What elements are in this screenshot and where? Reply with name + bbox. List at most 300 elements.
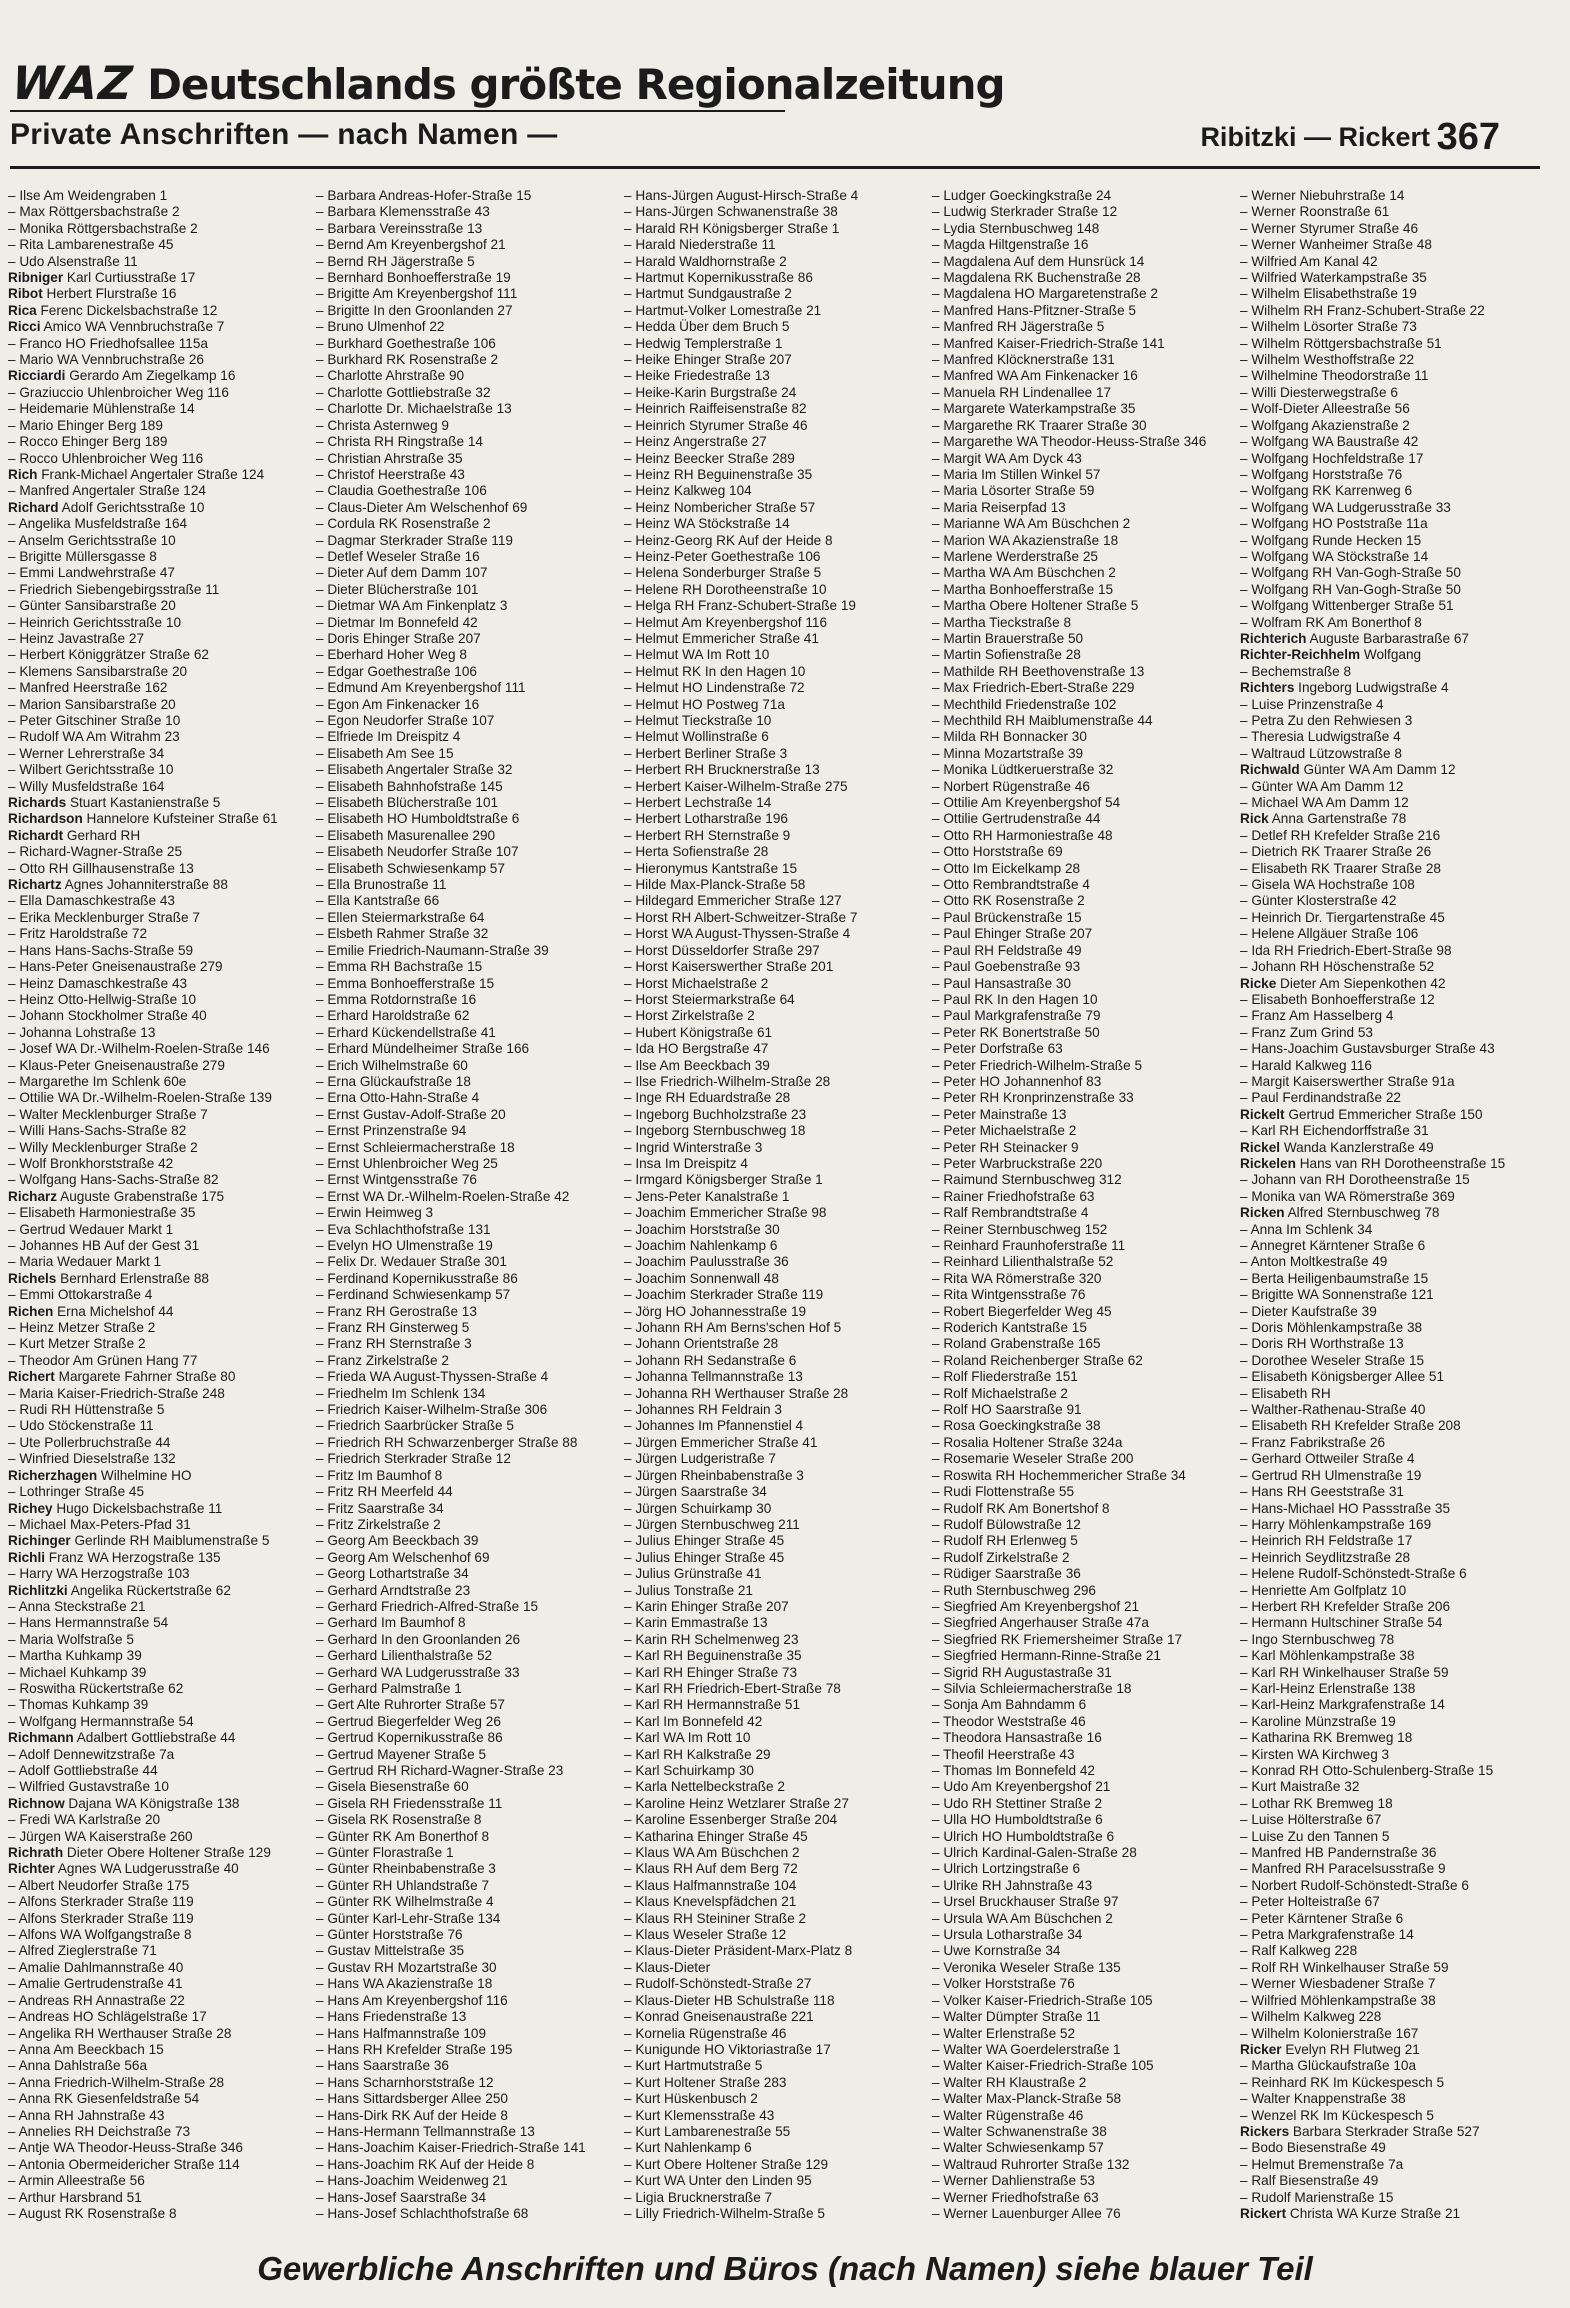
list-item: – Theofil Heerstraße 43 (932, 1747, 1232, 1763)
list-item: – Ulla HO Humboldtstraße 6 (932, 1812, 1232, 1828)
list-item: – Antje WA Theodor-Heuss-Straße 346 (8, 2140, 308, 2156)
entry-text: Auguste Grabenstraße 175 (57, 1188, 225, 1204)
list-item: – Otto RK Rosenstraße 2 (932, 893, 1232, 909)
list-item: – Gerhard Im Baumhof 8 (316, 1615, 616, 1631)
surname: Richey (8, 1500, 53, 1516)
list-item: – Erna Otto-Hahn-Straße 4 (316, 1090, 616, 1106)
list-item: – Willy Mecklenburger Straße 2 (8, 1140, 308, 1156)
list-item: – Erika Mecklenburger Straße 7 (8, 910, 308, 926)
list-item: – Ottilie Gertrudenstraße 44 (932, 811, 1232, 827)
list-item: – Kurt Metzer Straße 2 (8, 1336, 308, 1352)
list-item: – Elisabeth RH Krefelder Straße 208 (1240, 1418, 1540, 1434)
list-item: – Ursel Bruckhauser Straße 97 (932, 1894, 1232, 1910)
list-item: – Rosalia Holtener Straße 324a (932, 1435, 1232, 1451)
masthead-rule (10, 110, 785, 112)
list-item: – Roswitha Rückertstraße 62 (8, 1681, 308, 1697)
list-item: – Johann van RH Dorotheenstraße 15 (1240, 1172, 1540, 1188)
list-item: – Doris RH Worthstraße 13 (1240, 1336, 1540, 1352)
list-item: – Richard-Wagner-Straße 25 (8, 844, 308, 860)
list-item: – Amalie Dahlmannstraße 40 (8, 1960, 308, 1976)
list-item: – Wolfgang Wittenberger Straße 51 (1240, 598, 1540, 614)
list-item: – Dietmar Im Bonnefeld 42 (316, 615, 616, 631)
list-item: – Hans-Dirk RK Auf der Heide 8 (316, 2108, 616, 2124)
list-item: – Ernst Wintgensstraße 76 (316, 1172, 616, 1188)
surname: Richardson (8, 811, 83, 827)
list-item: – Ludger Goeckingkstraße 24 (932, 188, 1232, 204)
entry-text: Amico WA Vennbruchstraße 7 (40, 319, 225, 335)
list-item: – Hilde Max-Planck-Straße 58 (624, 877, 924, 893)
list-item: – Ursula WA Am Büschchen 2 (932, 1911, 1232, 1927)
list-item: – Ute Pollerbruchstraße 44 (8, 1435, 308, 1451)
entry-text: Anna Gartenstraße 78 (1268, 811, 1407, 827)
surname-entry (1240, 631, 1540, 647)
list-item: – Rosa Goeckingkstraße 38 (932, 1418, 1232, 1434)
list-item: – Martha Tieckstraße 8 (932, 615, 1232, 631)
list-item: – Elisabeth Bonhoefferstraße 12 (1240, 992, 1540, 1008)
list-item: – Rudi Flottenstraße 55 (932, 1484, 1232, 1500)
list-item: – Roderich Kantstraße 15 (932, 1320, 1232, 1336)
list-item: – Antonia Obermeidericher Straße 114 (8, 2157, 308, 2173)
list-item: – Armin Alleestraße 56 (8, 2173, 308, 2189)
list-item: – Evelyn HO Ulmenstraße 19 (316, 1238, 616, 1254)
list-item: – Kurt Nahlenkamp 6 (624, 2140, 924, 2156)
entry-text: Wolfgang (1360, 647, 1422, 663)
list-item: – Magda Hiltgenstraße 16 (932, 237, 1232, 253)
surname: Ricken (1240, 1205, 1285, 1221)
list-item: – Karl RH Ehinger Straße 73 (624, 1665, 924, 1681)
list-item: – Ernst Uhlenbroicher Weg 25 (316, 1156, 616, 1172)
surname: Richnow (8, 1795, 65, 1811)
list-item: – Emmi Landwehrstraße 47 (8, 565, 308, 581)
list-item: – Elisabeth Am See 15 (316, 746, 616, 762)
list-item: – Rudolf RK Am Bonertshof 8 (932, 1501, 1232, 1517)
list-item: – Elisabeth Neudorfer Straße 107 (316, 844, 616, 860)
list-item: – Albert Neudorfer Straße 175 (8, 1878, 308, 1894)
list-item: – Manfred RH Jägerstraße 5 (932, 319, 1232, 335)
surname: Ricke (1240, 975, 1277, 991)
list-item: – Helmut HO Postweg 71a (624, 697, 924, 713)
list-item: – Otto Rembrandtstraße 4 (932, 877, 1232, 893)
surname-entry (8, 811, 308, 827)
list-item: – Katharina RK Bremweg 18 (1240, 1730, 1540, 1746)
list-item: – Charlotte Gottliebstraße 32 (316, 385, 616, 401)
list-item: – Udo Alsenstraße 11 (8, 254, 308, 270)
surname-entry (8, 1861, 308, 1877)
surname: Rickert (1240, 2205, 1287, 2221)
entry-text: Franz WA Herzogstraße 135 (45, 1549, 221, 1565)
list-item: – Günter Florastraße 1 (316, 1845, 616, 1861)
list-item: – Rocco Uhlenbroicher Weg 116 (8, 451, 308, 467)
list-item: – Elisabeth RK Traarer Straße 28 (1240, 861, 1540, 877)
list-item: – Peter Michaelstraße 2 (932, 1123, 1232, 1139)
list-item: – Gertrud Biegerfelder Weg 26 (316, 1714, 616, 1730)
surname-entry (1240, 2042, 1540, 2058)
list-item: – Peter Kärntener Straße 6 (1240, 1911, 1540, 1927)
surname-entry (8, 467, 308, 483)
list-item: – Gerhard Ottweiler Straße 4 (1240, 1451, 1540, 1467)
surname: Richwald (1240, 762, 1300, 778)
list-item: – Hans Friedenstraße 13 (316, 2009, 616, 2025)
list-item: – Fritz Saarstraße 34 (316, 1501, 616, 1517)
list-item: – Georg Am Beeckbach 39 (316, 1533, 616, 1549)
list-item: – Kornelia Rügenstraße 46 (624, 2026, 924, 2042)
list-item: – Otto RH Gillhausenstraße 13 (8, 861, 308, 877)
list-item: – Hans Hans-Sachs-Straße 59 (8, 943, 308, 959)
surname-entry (1240, 1205, 1540, 1221)
list-item: – Joachim Emmericher Straße 98 (624, 1205, 924, 1221)
surname: Richardt (8, 827, 64, 843)
list-item: – Gerhard Palmstraße 1 (316, 1681, 616, 1697)
list-item: – Heinrich Raiffeisenstraße 82 (624, 401, 924, 417)
list-item: – Thomas Im Bonnefeld 42 (932, 1763, 1232, 1779)
surname: Rica (8, 302, 37, 318)
list-item: – Petra Markgrafenstraße 14 (1240, 1927, 1540, 1943)
surname-entry (1240, 1107, 1540, 1123)
surname: Ricker (1240, 2041, 1282, 2057)
list-item: – Rocco Ehinger Berg 189 (8, 434, 308, 450)
surname-entry (8, 1796, 308, 1812)
entry-text: Karl Curtiusstraße 17 (63, 270, 196, 286)
list-item: – Franz Fabrikstraße 26 (1240, 1435, 1540, 1451)
list-item: – Burkhard RK Rosenstraße 2 (316, 352, 616, 368)
list-item: – Hartmut Kopernikusstraße 86 (624, 270, 924, 286)
list-item: – Ferdinand Kopernikusstraße 86 (316, 1271, 616, 1287)
list-item: – Paul RH Feldstraße 49 (932, 943, 1232, 959)
list-item: – Ida RH Friedrich-Ebert-Straße 98 (1240, 943, 1540, 959)
list-item: – Wolfgang RK Karrenweg 6 (1240, 483, 1540, 499)
surname-entry (8, 319, 308, 335)
list-item: – Thomas Kuhkamp 39 (8, 1697, 308, 1713)
surname-entry (1240, 647, 1540, 663)
list-item: – Ella Damaschkestraße 43 (8, 893, 308, 909)
list-item: – Luise Prinzenstraße 4 (1240, 697, 1540, 713)
surname: Richterich (1240, 630, 1307, 646)
list-item: – Peter RH Steinacker 9 (932, 1140, 1232, 1156)
surname: Richert (8, 1369, 55, 1385)
list-item: – Wilfried Waterkampstraße 35 (1240, 270, 1540, 286)
list-item: – Peter Gitschiner Straße 10 (8, 713, 308, 729)
list-item: – Brigitte WA Sonnenstraße 121 (1240, 1287, 1540, 1303)
list-item: – Karl WA Im Rott 10 (624, 1730, 924, 1746)
surname: Rick (1240, 811, 1269, 827)
list-item: – Gisela Biesenstraße 60 (316, 1779, 616, 1795)
surname: Rickers (1240, 2123, 1290, 2139)
list-item: – Ernst Prinzenstraße 94 (316, 1123, 616, 1139)
list-item: – Jürgen Saarstraße 34 (624, 1484, 924, 1500)
list-item: – Rosemarie Weseler Straße 200 (932, 1451, 1232, 1467)
surname: Richter (8, 1861, 55, 1877)
list-item: – Erhard Mündelheimer Straße 166 (316, 1041, 616, 1057)
list-item: – Jürgen Ludgeristraße 7 (624, 1451, 924, 1467)
list-item: – Peter Mainstraße 13 (932, 1107, 1232, 1123)
page-number: 367 (1436, 116, 1500, 158)
list-item: – Heinz Javastraße 27 (8, 631, 308, 647)
list-item: – Harald Kalkweg 116 (1240, 1058, 1540, 1074)
list-item: – Heinz Angerstraße 27 (624, 434, 924, 450)
list-item: – Kurt Hartmutstraße 5 (624, 2058, 924, 2074)
list-item: – Claus-Dieter Am Welschenhof 69 (316, 500, 616, 516)
list-item: – Helga RH Franz-Schubert-Straße 19 (624, 598, 924, 614)
list-item: – Dorothee Weseler Straße 15 (1240, 1353, 1540, 1369)
list-item: – Willi Diesterwegstraße 6 (1240, 385, 1540, 401)
list-item: – Klaus Weseler Straße 12 (624, 1927, 924, 1943)
list-item: – Ilse Friedrich-Wilhelm-Straße 28 (624, 1074, 924, 1090)
list-item: – Walter Rügenstraße 46 (932, 2108, 1232, 2124)
list-item: – Jörg HO Johannesstraße 19 (624, 1304, 924, 1320)
list-item: – Gertrud Wedauer Markt 1 (8, 1222, 308, 1238)
list-item: – Klaus WA Am Büschchen 2 (624, 1845, 924, 1861)
list-item: – Amalie Gertrudenstraße 41 (8, 1976, 308, 1992)
surname: Richters (1240, 680, 1295, 696)
surname-entry (8, 1189, 308, 1205)
list-item: – Walter Erlenstraße 52 (932, 2026, 1232, 2042)
list-item: – Rudolf-Schönstedt-Straße 27 (624, 1976, 924, 1992)
list-item: – Emma Rotdornstraße 16 (316, 992, 616, 1008)
list-item: – Dieter Kaufstraße 39 (1240, 1304, 1540, 1320)
list-item: – Wolfgang Horststraße 76 (1240, 467, 1540, 483)
list-item: – Johanna RH Werthauser Straße 28 (624, 1386, 924, 1402)
list-item: – Egon Am Finkenacker 16 (316, 697, 616, 713)
list-item: – Hans-Jürgen Schwanenstraße 38 (624, 204, 924, 220)
list-item: – Jürgen Rheinbabenstraße 3 (624, 1468, 924, 1484)
list-item: – Edmund Am Kreyenbergshof 111 (316, 680, 616, 696)
list-item: – Brigitte In den Groonlanden 27 (316, 303, 616, 319)
list-item: – Dieter Auf dem Damm 107 (316, 565, 616, 581)
list-item: – Walther-Rathenau-Straße 40 (1240, 1402, 1540, 1418)
entry-text: Margarete Fahrner Straße 80 (54, 1369, 236, 1385)
list-item: – Hans RH Krefelder Straße 195 (316, 2042, 616, 2058)
list-item: – Rolf Michaelstraße 2 (932, 1386, 1232, 1402)
list-item: – Berta Heiligenbaumstraße 15 (1240, 1271, 1540, 1287)
list-item: – Wilfried Am Kanal 42 (1240, 254, 1540, 270)
section-title: Private Anschriften — nach Namen — (10, 118, 558, 151)
surname-entry (1240, 762, 1540, 778)
surname: Richmann (8, 1730, 74, 1746)
list-item: – Heinz Metzer Straße 2 (8, 1320, 308, 1336)
list-item: – Ottilie WA Dr.-Wilhelm-Roelen-Straße 139 (8, 1090, 308, 1106)
list-item: – Kirsten WA Kirchweg 3 (1240, 1747, 1540, 1763)
list-item: – Michael WA Am Damm 12 (1240, 795, 1540, 811)
list-item: – Angelika Musfeldstraße 164 (8, 516, 308, 532)
list-item: – Erwin Heimweg 3 (316, 1205, 616, 1221)
list-item: – Wolfram RK Am Bonerthof 8 (1240, 615, 1540, 631)
list-item: – Günter RH Uhlandstraße 7 (316, 1878, 616, 1894)
list-item: – Hermann Hultschiner Straße 54 (1240, 1615, 1540, 1631)
list-item: – Christian Ahrstraße 35 (316, 451, 616, 467)
list-item: – Elisabeth Harmoniestraße 35 (8, 1205, 308, 1221)
surname-entry (1240, 1140, 1540, 1156)
list-item: – Doris Möhlenkampstraße 38 (1240, 1320, 1540, 1336)
list-item: – Johann Orientstraße 28 (624, 1336, 924, 1352)
surname: Richards (8, 795, 67, 811)
list-item: – Günter RK Wilhelmstraße 4 (316, 1894, 616, 1910)
list-item: – Joachim Horststraße 30 (624, 1222, 924, 1238)
list-item: – Bruno Ulmenhof 22 (316, 319, 616, 335)
list-item: – Elisabeth Blücherstraße 101 (316, 795, 616, 811)
list-item: – Günter Rheinbabenstraße 3 (316, 1861, 616, 1877)
list-item: – Günter Sansibarstraße 20 (8, 598, 308, 614)
list-item: – Karl RH Winkelhauser Straße 59 (1240, 1665, 1540, 1681)
list-item: – Jens-Peter Kanalstraße 1 (624, 1189, 924, 1205)
list-item: – Roswita RH Hochemmericher Straße 34 (932, 1468, 1232, 1484)
list-item: – Kurt Maistraße 32 (1240, 1779, 1540, 1795)
surname-entry (1240, 1156, 1540, 1172)
surname-entry (8, 1468, 308, 1484)
list-item: – Roland Reichenberger Straße 62 (932, 1353, 1232, 1369)
list-item: – Herbert RH Brucknerstraße 13 (624, 762, 924, 778)
list-item: – Peter RK Bonertstraße 50 (932, 1025, 1232, 1041)
list-item: – Ernst Schleiermacherstraße 18 (316, 1140, 616, 1156)
entry-text: Gerardo Am Ziegelkamp 16 (65, 368, 236, 384)
list-item: – Johanna Tellmannstraße 13 (624, 1369, 924, 1385)
list-item: – Wolfgang RH Van-Gogh-Straße 50 (1240, 582, 1540, 598)
header-rule (10, 166, 1540, 169)
list-item: – Karl-Heinz Markgrafenstraße 14 (1240, 1697, 1540, 1713)
list-item: – Walter Knappenstraße 38 (1240, 2091, 1540, 2107)
list-item: – Karl-Heinz Erlenstraße 138 (1240, 1681, 1540, 1697)
list-item: – Wilhelm Westhoffstraße 22 (1240, 352, 1540, 368)
list-item: – Udo Am Kreyenbergshof 21 (932, 1779, 1232, 1795)
list-item: – Eva Schlachthofstraße 131 (316, 1222, 616, 1238)
list-item: – Udo Stöckenstraße 11 (8, 1418, 308, 1434)
list-item: – Gert Alte Ruhrorter Straße 57 (316, 1697, 616, 1713)
list-item: – Karoline Essenberger Straße 204 (624, 1812, 924, 1828)
list-item: – Hedwig Templerstraße 1 (624, 336, 924, 352)
list-item: – Mathilde RH Beethovenstraße 13 (932, 664, 1232, 680)
list-item: – Emmi Ottokarstraße 4 (8, 1287, 308, 1303)
list-item: – Manuela RH Lindenallee 17 (932, 385, 1232, 401)
list-item: – Günter Klosterstraße 42 (1240, 893, 1540, 909)
surname: Richerzhagen (8, 1467, 98, 1483)
list-item: – Helmut Bremenstraße 7a (1240, 2157, 1540, 2173)
list-item: – Joachim Sonnenwall 48 (624, 1271, 924, 1287)
list-item: – Wilfried Möhlenkampstraße 38 (1240, 1993, 1540, 2009)
list-item: – Brigitte Müllersgasse 8 (8, 549, 308, 565)
list-item: – Michael Kuhkamp 39 (8, 1665, 308, 1681)
list-item: – Marion Sansibarstraße 20 (8, 697, 308, 713)
list-item: – Fritz Im Baumhof 8 (316, 1468, 616, 1484)
list-item: – Helmut Am Kreyenbergshof 116 (624, 615, 924, 631)
list-item: – Paul Goebenstraße 93 (932, 959, 1232, 975)
list-item: – Gertrud Mayener Straße 5 (316, 1747, 616, 1763)
list-item: – Lothar RK Bremweg 18 (1240, 1796, 1540, 1812)
list-item: – Gustav RH Mozartstraße 30 (316, 1960, 616, 1976)
masthead (12, 56, 1005, 110)
list-item: – Franz Zum Grind 53 (1240, 1025, 1540, 1041)
list-item: – Klaus-Dieter Präsident-Marx-Platz 8 (624, 1943, 924, 1959)
list-item: – Claudia Goethestraße 106 (316, 483, 616, 499)
entry-text: Gerlinde RH Maiblumenstraße 5 (70, 1533, 270, 1549)
entry-text: Evelyn RH Flutweg 21 (1281, 2041, 1420, 2057)
list-item: – Winfried Dieselstraße 132 (8, 1451, 308, 1467)
list-item: – Erhard Haroldstraße 62 (316, 1008, 616, 1024)
list-item: – Burkhard Goethestraße 106 (316, 336, 616, 352)
entry-text: Gerhard RH (63, 827, 141, 843)
list-item: – Paul Brückenstraße 15 (932, 910, 1232, 926)
list-item: – Marianne WA Am Büschchen 2 (932, 516, 1232, 532)
list-item: – Robert Biegerfelder Weg 45 (932, 1304, 1232, 1320)
list-item: – Rudolf WA Am Witrahm 23 (8, 729, 308, 745)
list-item: – Julius Ehinger Straße 45 (624, 1550, 924, 1566)
list-item: – Hans-Josef Schlachthofstraße 68 (316, 2206, 616, 2222)
list-item: – Luise Zu den Tannen 5 (1240, 1829, 1540, 1845)
entry-text: Bernhard Erlenstraße 88 (56, 1270, 209, 1286)
surname-entry (8, 1533, 308, 1549)
list-item: – Horst Düsseldorfer Straße 297 (624, 943, 924, 959)
list-item: – Ella Brunostraße 11 (316, 877, 616, 893)
list-item: – Maria Wolfstraße 5 (8, 1632, 308, 1648)
entry-text: Adalbert Gottliebstraße 44 (73, 1730, 236, 1746)
list-item: – Wolfgang WA Baustraße 42 (1240, 434, 1540, 450)
list-item: – Peter Dorfstraße 63 (932, 1041, 1232, 1057)
list-item: – Hans-Joachim Gustavsburger Straße 43 (1240, 1041, 1540, 1057)
list-item: – Reiner Sternbuschweg 152 (932, 1222, 1232, 1238)
list-item: – Karoline Heinz Wetzlarer Straße 27 (624, 1796, 924, 1812)
list-item: – Theresia Ludwigstraße 4 (1240, 729, 1540, 745)
entry-text: Ferenc Dickelsbachstraße 12 (36, 302, 218, 318)
list-item: – Gisela WA Hochstraße 108 (1240, 877, 1540, 893)
list-item: – Ralf Rembrandtstraße 4 (932, 1205, 1232, 1221)
list-item: – Ilse Am Beeckbach 39 (624, 1058, 924, 1074)
list-item: – Raimund Sternbuschweg 312 (932, 1172, 1232, 1188)
entry-text: Günter WA Am Damm 12 (1299, 762, 1456, 778)
list-item: – Bechemstraße 8 (1240, 664, 1540, 680)
surname: Rich (8, 466, 38, 482)
list-item: – Charlotte Ahrstraße 90 (316, 368, 616, 384)
entry-text: Hans van RH Dorotheenstraße 15 (1295, 1155, 1506, 1171)
list-item: – Martha Bonhoefferstraße 15 (932, 582, 1232, 598)
list-item: – Gerhard WA Ludgerusstraße 33 (316, 1665, 616, 1681)
list-item: – Klaus-Dieter (624, 1960, 924, 1976)
list-item: – Margarete Waterkampstraße 35 (932, 401, 1232, 417)
list-item: – Margarethe WA Theodor-Heuss-Straße 346 (932, 434, 1232, 450)
list-item: – Helene Allgäuer Straße 106 (1240, 926, 1540, 942)
list-item: – Friedrich Siebengebirgsstraße 11 (8, 582, 308, 598)
list-item: – Ulrich Lortzingstraße 6 (932, 1861, 1232, 1877)
list-item: – Alfred Zieglerstraße 71 (8, 1943, 308, 1959)
entry-text: Agnes Johanniterstraße 88 (61, 877, 228, 893)
list-item: – Heike Ehinger Straße 207 (624, 352, 924, 368)
surname: Richard (8, 499, 59, 515)
list-item: – Werner Dahlienstraße 53 (932, 2173, 1232, 2189)
list-item: – Volker Horststraße 76 (932, 1976, 1232, 1992)
list-item: – Hubert Königstraße 61 (624, 1025, 924, 1041)
list-item: – Maria Im Stillen Winkel 57 (932, 467, 1232, 483)
list-item: – Harry Möhlenkampstraße 169 (1240, 1517, 1540, 1533)
list-item: – Fredi WA Karlstraße 20 (8, 1812, 308, 1828)
list-item: – Paul RK In den Hagen 10 (932, 992, 1232, 1008)
list-item: – Sigrid RH Augustastraße 31 (932, 1665, 1232, 1681)
list-item: – Konrad Gneisenaustraße 221 (624, 2009, 924, 2025)
list-item: – Ferdinand Schwiesenkamp 57 (316, 1287, 616, 1303)
list-item: – Elsbeth Rahmer Straße 32 (316, 926, 616, 942)
list-item: – Dietrich RK Traarer Straße 26 (1240, 844, 1540, 860)
list-item: – Hans-Joachim RK Auf der Heide 8 (316, 2157, 616, 2173)
list-item: – Theodor Am Grünen Hang 77 (8, 1353, 308, 1369)
surname: Ricciardi (8, 368, 66, 384)
list-item: – Anna Im Schlenk 34 (1240, 1222, 1540, 1238)
list-item: – Manfred Heerstraße 162 (8, 680, 308, 696)
list-item: – Sonja Am Bahndamm 6 (932, 1697, 1232, 1713)
list-item: – Peter Warbruckstraße 220 (932, 1156, 1232, 1172)
list-item: – Hildegard Emmericher Straße 127 (624, 893, 924, 909)
list-item: – Ottilie Am Kreyenbergshof 54 (932, 795, 1232, 811)
list-item: – Johann RH Am Berns'schen Hof 5 (624, 1320, 924, 1336)
list-item: – Luise Hölterstraße 67 (1240, 1812, 1540, 1828)
list-item: – Hans-Joachim Kaiser-Friedrich-Straße 141 (316, 2140, 616, 2156)
list-item: – Heike Friedestraße 13 (624, 368, 924, 384)
list-item: – Manfred Kaiser-Friedrich-Straße 141 (932, 336, 1232, 352)
